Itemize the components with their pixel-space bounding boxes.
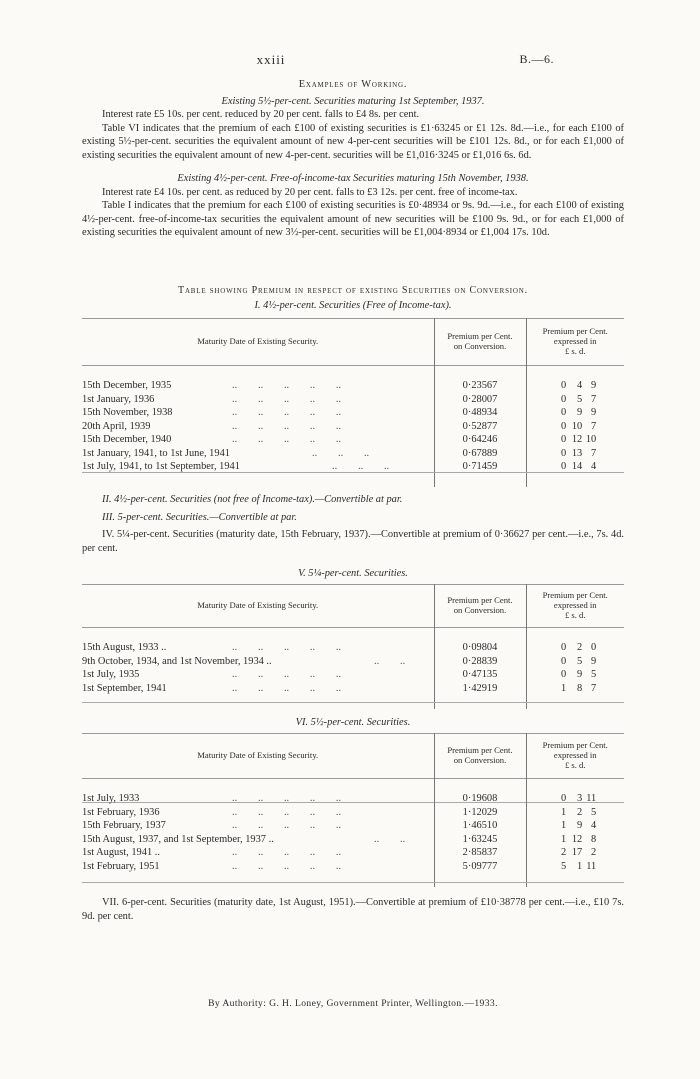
- table-row: 15th August, 1937, and 1st September, 1937 .. .. .. 1·63245 1 12 8: [82, 833, 624, 847]
- table-row: 1st February, 1951 .. .. .. .. .. 5·09777 5 1 11: [82, 860, 624, 874]
- note-section2: II. 4½-per-cent. Securities (not free of Income-tax).—Convertible at par.: [102, 494, 403, 505]
- section5-title: V. 5¼-per-cent. Securities.: [298, 568, 408, 579]
- document-reference: B.—6.: [519, 52, 554, 66]
- table-heading: Table showing Premium in respect of existing Securities on Conversion.: [178, 285, 528, 296]
- section6-bottom-rule: [82, 882, 624, 883]
- maturity-column-header: Maturity Date of Existing Security.: [197, 336, 319, 347]
- note-section4: IV. 5¼-per-cent. Securities (maturity date, 15th February, 1937).—Convertible at premium of 0·36627 per cent.—i.e., 7s. 4d. per cent.: [82, 529, 624, 554]
- lsd-column-header: Premium per Cent. expressed in £ s. d.: [526, 585, 624, 628]
- section5-table: [82, 584, 624, 709]
- table-row: 15th December, 1940 .. .. .. .. .. 0·64246 0 12 10: [82, 433, 624, 447]
- section1-title: I. 4½-per-cent. Securities (Free of Income-tax).: [254, 300, 452, 311]
- maturity-column-header: Maturity Date of Existing Security.: [197, 750, 319, 761]
- example1-title: Existing 5½-per-cent. Securities maturing 1st September, 1937.: [221, 95, 485, 107]
- table-row: 15th December, 1935 .. .. .. .. .. 0·23567 0 4 9: [82, 379, 624, 393]
- table-row: 1st January, 1936 .. .. .. .. .. 0·28007 0 5 7: [82, 393, 624, 407]
- table-row: 1st July, 1941, to 1st September, 1941 .. .. .. 0·71459 0 14 4: [82, 460, 624, 474]
- table-row: 1st January, 1941, to 1st June, 1941 .. .. .. 0·67889 0 13 7: [82, 447, 624, 461]
- example2-paragraph2: Table I indicates that the premium for each £100 of existing securities is £0·48934 or 9s. 9d.—i.e., for each £100 of existing 4½-per-cent. free-of-income-tax securities the equivalent amount of new securities will be £100 9s. 9d., or for each £1,000 of existing securities the equivalent amount of new 3½-per-cent. securities will be £1,004·8934 or £1,004 17s. 10d.: [82, 200, 624, 239]
- premium-column-header: Premium per Cent. on Conversion.: [434, 734, 526, 779]
- premium-column-header: Premium per Cent. on Conversion.: [434, 585, 526, 628]
- note-section7-wrap: [82, 896, 624, 923]
- note-section3: III. 5-per-cent. Securities.—Convertible at par.: [102, 511, 297, 523]
- section5-table-wrap: [82, 584, 624, 709]
- table-row: 1st September, 1941 .. .. .. .. .. 1·42919 1 8 7: [82, 682, 624, 696]
- lsd-column-header: Premium per Cent. expressed in £ s. d.: [526, 319, 624, 366]
- table-row: 20th April, 1939 .. .. .. .. .. 0·52877 0 10 7: [82, 420, 624, 434]
- table-row: 1st February, 1936 .. .. .. .. .. 1·12029 1 2 5: [82, 806, 624, 820]
- table-row: 15th February, 1937 .. .. .. .. .. 1·46510 1 9 4: [82, 819, 624, 833]
- note-section7: VII. 6-per-cent. Securities (maturity date, 1st August, 1951).—Convertible at premium of £10·38778 per cent.—i.e., £10 7s. 9d. per cent.: [82, 897, 624, 922]
- table-row: 9th October, 1934, and 1st November, 1934 .. .. .. 0·28839 0 5 9: [82, 655, 624, 669]
- section1-table-wrap: [82, 318, 624, 487]
- notes-block: [82, 493, 624, 555]
- page-number: xxiii: [256, 52, 286, 67]
- printer-imprint: By Authority: G. H. Loney, Government Printer, Wellington.—1933.: [208, 998, 498, 1009]
- section1-table: [82, 318, 624, 487]
- table-row: 1st July, 1935 .. .. .. .. .. 0·47135 0 9 5: [82, 668, 624, 682]
- example1-paragraph2: Table VI indicates that the premium of each £100 of existing securities is £1·63245 or £1 12s. 8d.—i.e., for each £100 of existing 5½-per-cent. securities the equivalent amount of new 4-per-cent securities will be £101 12s. 8d., or for each £1,000 of existing securities the equivalent amount of new 4-per-cent. securities will be £1,016·3245 or £1,016 6s. 6d.: [82, 122, 624, 161]
- example1-paragraph1: Interest rate £5 10s. per cent. reduced by 20 per cent. falls to £4 8s. per cent.: [102, 109, 420, 121]
- premium-column-header: Premium per Cent. on Conversion.: [434, 319, 526, 366]
- table-row: 1st July, 1933 .. .. .. .. .. 0·19608 0 3 11: [82, 792, 624, 806]
- section6-rows: [82, 792, 624, 886]
- section1-header-row: [82, 319, 624, 366]
- section5-bottom-rule: [82, 702, 624, 703]
- table-row: 15th November, 1938 .. .. .. .. .. 0·48934 0 9 9: [82, 406, 624, 420]
- examples-heading: Examples of Working.: [298, 79, 408, 90]
- maturity-column-header: Maturity Date of Existing Security.: [197, 600, 319, 611]
- section6-table: [82, 733, 624, 887]
- table-row: 1st August, 1941 .. .. .. .. .. .. 2·85837 2 17 2: [82, 846, 624, 860]
- example2-paragraph1: Interest rate £4 10s. per cent. as reduced by 20 per cent. falls to £3 12s. per cent. free of income-tax.: [102, 186, 518, 198]
- page-header: [0, 52, 554, 68]
- lsd-column-header: Premium per Cent. expressed in £ s. d.: [526, 734, 624, 779]
- section6-table-wrap: [82, 733, 624, 887]
- section6-title: VI. 5½-per-cent. Securities.: [295, 717, 411, 728]
- examples-section: [82, 78, 624, 240]
- table-row: 15th August, 1933 .. .. .. .. .. .. 0·09804 0 2 0: [82, 641, 624, 655]
- section5-rows: [82, 641, 624, 708]
- example2-title: Existing 4½-per-cent. Free-of-income-tax Securities maturing 15th November, 1938.: [177, 173, 529, 185]
- section1-bottom-rule: [82, 472, 624, 473]
